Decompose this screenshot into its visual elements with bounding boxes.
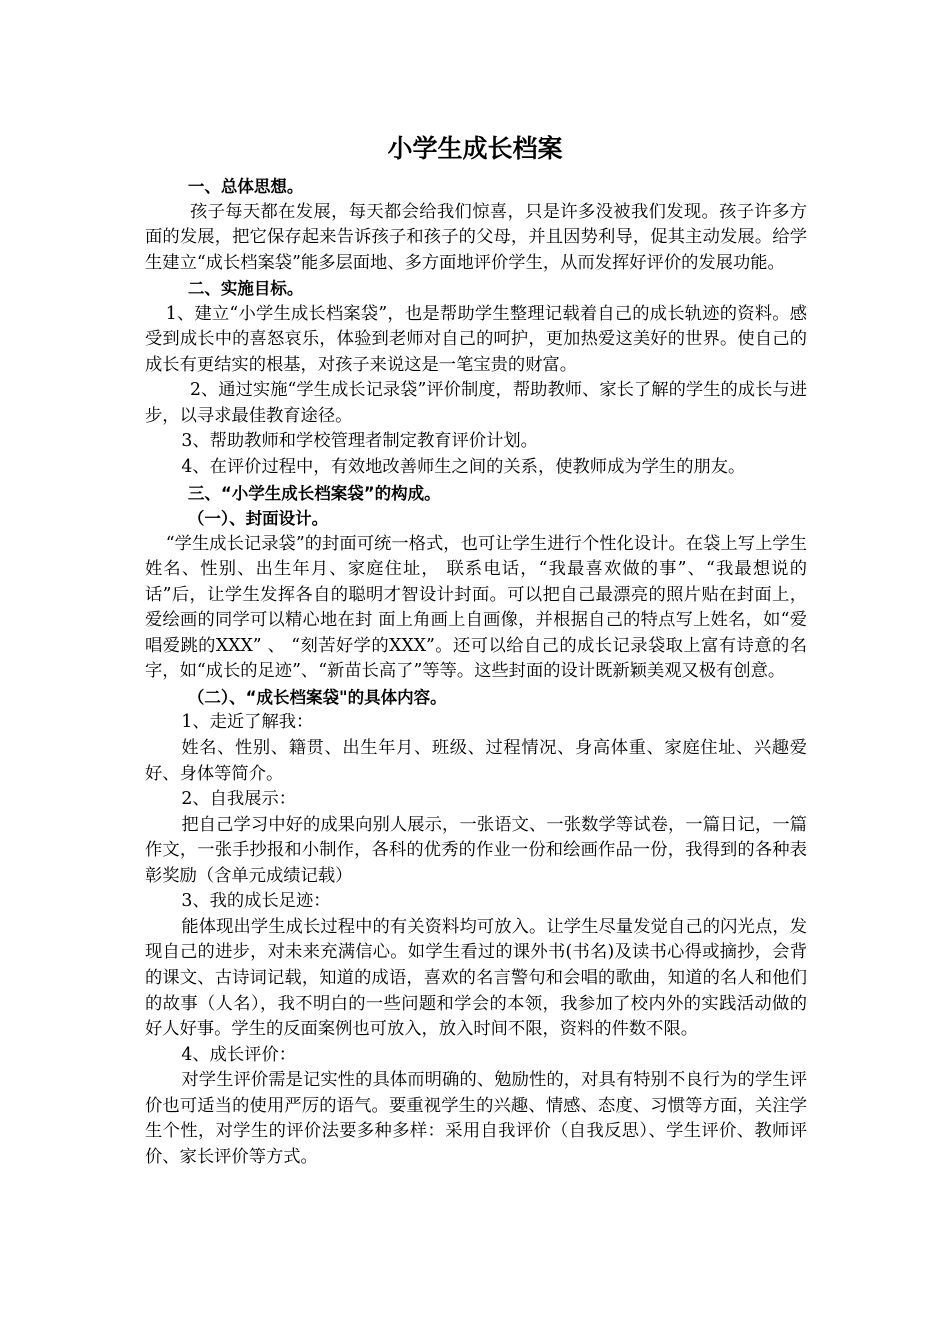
list-item-1-title: 1、走近了解我： (181, 712, 314, 733)
list-item-3-body: 能体现出学生成长过程中的有关资料均可放入。让学生尽量发觉自己的闪光点，发现自己的进步，对未来充满信心。如学生看过的课外书(书名)及读书心得或摘抄，会背的课文、古诗词记载，知道的成语，喜欢的名言警句和会唱的歌曲，知道的名人和他们的故事（人名），我不明白的一些问题和学会的本领，我参加了校内外的实践活动做的好人好事。学生的反面案例也可放入，放入时间不限，资料的件数不限。 (145, 916, 807, 1040)
paragraph-4: 3、帮助教师和学校管理者制定教育评价计划。 (181, 431, 538, 452)
paragraph-1: 孩子每天都在发展，每天都会给我们惊喜，只是许多没被我们发现。孩子许多方面的发展，把它保存起来告诉孩子和孩子的父母，并且因势利导，促其主动发展。给学生建立“成长档案袋”能多层面地、多方面地评价学生，从而发挥好评价的发展功能。 (145, 201, 807, 273)
paragraph-6: “学生成长记录袋”的封面可统一格式，也可让学生进行个性化设计。在袋上写上学生姓名、性别、出生年月、家庭住址， 联系电话，“我最喜欢做的事”、“我最想说的话”后，让学生发挥各自的聪明才智设计封面。可以把自己最漂亮的照片贴在封面上，爱绘画的同学可以精心地在封 面上角画上自画像，并根据自己的特点写上姓名，如“爱唱爱跳的XXX” 、 “刻苦好学的XXX”。还可以给自己的成长记录袋取上富有诗意的名字，如“成长的足迹”、“新苗长高了”等等。这些封面的设计既新颖美观又极有创意。 (145, 533, 807, 682)
list-item-4-body: 对学生评价需是记实性的具体而明确的、勉励性的，对具有特别不良行为的学生评价也可适当的使用严厉的语气。要重视学生的兴趣、情感、态度、习惯等方面，关注学生个性，对学生的评价法要多种多样：采用自我评价（自我反思）、学生评价、教师评价、家长评价等方式。 (145, 1070, 807, 1167)
paragraph-3: 2、通过实施“学生成长记录袋”评价制度，帮助教师、家长了解的学生的成长与进步，以寻求最佳教育途径。 (145, 380, 807, 426)
section-heading-1: 一、总体思想。 (187, 177, 304, 196)
list-item-1-body: 姓名、性别、籍贯、出生年月、班级、过程情况、身高体重、家庭住址、兴趣爱好、身体等简介。 (145, 738, 807, 784)
document-title: 小学生成长档案 (387, 134, 563, 163)
subsection-heading-1: （一）、封面设计。 (187, 509, 329, 529)
document-body (145, 174, 807, 1170)
section-heading-2: 二、实施目标。 (187, 279, 304, 299)
paragraph-2: 1、建立“小学生成长档案袋”，也是帮助学生整理记载着自己的成长轨迹的资料。感受到成长中的喜怒哀乐，体验到老师对自己的呵护，更加热爱这美好的世界。使自己的成长有更结实的根基，对孩子来说这是一笔宝贵的财富。 (145, 303, 807, 375)
list-item-3-title: 3、我的成长足迹： (181, 891, 331, 912)
subsection-heading-2: （二）、“成长档案袋"的具体内容。 (187, 687, 447, 707)
list-item-2-body: 把自己学习中好的成果向别人展示，一张语文、一张数学等试卷，一篇日记，一篇作文，一张手抄报和小制作，各科的优秀的作业一份和绘画作品一份，我得到的各种表彰奖励（含单元成绩记载） (145, 814, 807, 886)
list-item-2-title: 2、自我展示： (181, 789, 297, 810)
list-item-4-title: 4、成长评价： (181, 1044, 297, 1065)
paragraph-5: 4、在评价过程中，有效地改善师生之间的关系，使教师成为学生的朋友。 (181, 457, 746, 478)
section-heading-3: 三、“小学生成长档案袋”的构成。 (187, 483, 441, 503)
